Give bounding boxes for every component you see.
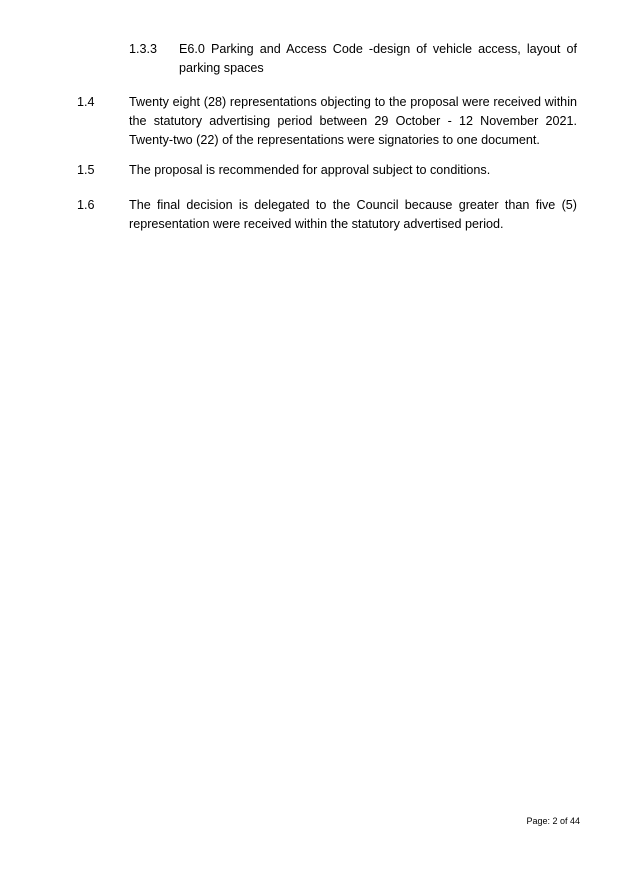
- item-text: The proposal is recommended for approval subject to conditions.: [129, 163, 491, 177]
- item-number: 1.6: [77, 198, 95, 212]
- item-text: The final decision is delegated to the Council because greater than five (5) representation were received within the statutory advertised period.: [129, 198, 577, 231]
- page-number: Page: 2 of 44: [526, 816, 580, 826]
- item-number: 1.4: [77, 95, 95, 109]
- item-number: 1.5: [77, 163, 95, 177]
- item-number: 1.3.3: [129, 42, 158, 56]
- item-text: Twenty eight (28) representations objecting to the proposal were received within the statutory advertising period between 29 October - 12 November 2021. Twenty-two (22) of the representations were signatories to one document.: [129, 95, 577, 147]
- item-text: E6.0 Parking and Access Code -design of vehicle access, layout of parking spaces: [179, 42, 577, 75]
